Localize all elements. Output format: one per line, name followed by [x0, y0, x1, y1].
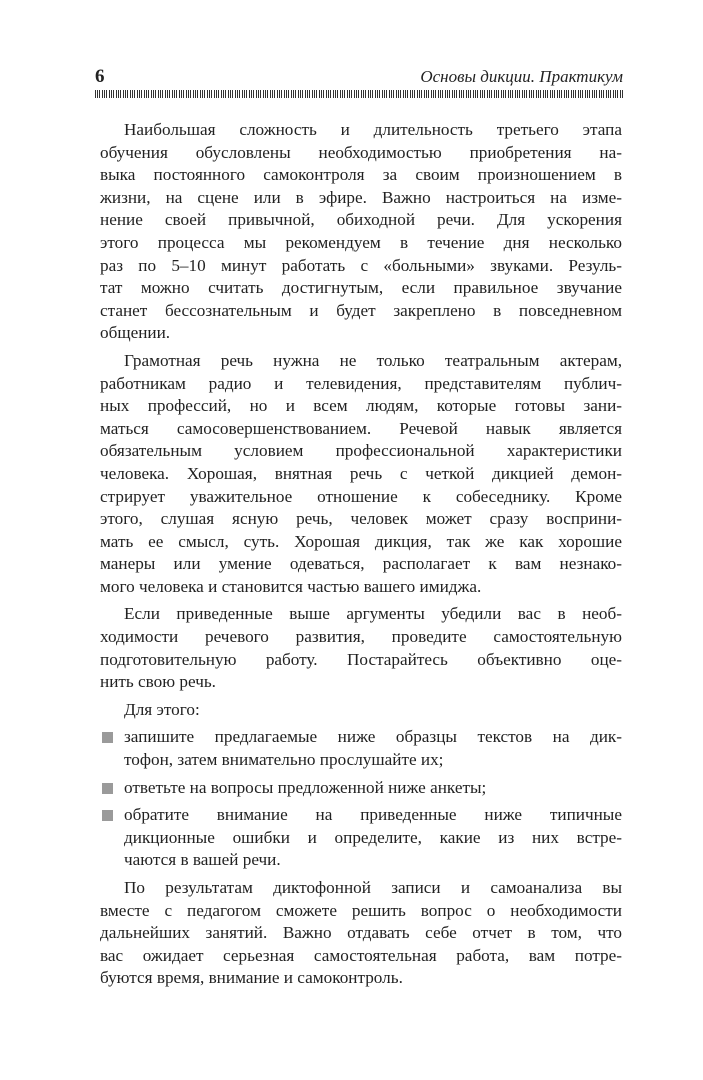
- bullet-item: [100, 726, 622, 771]
- text-line: раз по 5–10 минут работать с «больными» звуками. Резуль-: [100, 255, 622, 275]
- text-line: вместе с педагогом сможете решить вопрос о необходимости: [100, 900, 622, 920]
- paragraph: [100, 119, 622, 345]
- paragraph: [100, 877, 622, 990]
- text-line: По результатам диктофонной записи и самоанализа вы: [124, 878, 622, 897]
- text-line: манеры или умение одеваться, располагает к вам незнако-: [100, 554, 622, 574]
- paragraph: [100, 699, 622, 722]
- text-line: вас ожидает серьезная самостоятельная работа, вам потре-: [100, 945, 622, 965]
- text-line: буются время, внимание и самоконтроль.: [100, 968, 403, 988]
- text-line: подготовительную работу. Постарайтесь объективно оце-: [100, 649, 622, 669]
- running-title: Основы дикции. Практикум: [420, 67, 623, 86]
- text-line: обратите внимание на приведенные ниже типичные: [124, 805, 622, 825]
- bullet-item: [100, 777, 622, 800]
- text-line: нить свою речь.: [100, 672, 216, 692]
- text-line: нение своей привычной, обиходной речи. Для ускорения: [100, 210, 622, 230]
- text-line: общении.: [100, 323, 171, 343]
- text-line: чаются в вашей речи.: [124, 850, 281, 870]
- text-line: тат можно считать достигнутым, если правильное звучание: [100, 278, 622, 298]
- text-line: мого человека и становится частью вашего имиджа.: [100, 576, 482, 596]
- square-bullet-icon: [102, 810, 113, 821]
- text-line: стрирует уважительное отношение к собеседнику. Кроме: [100, 486, 622, 506]
- text-line: работникам радио и телевидения, представителям публич-: [100, 373, 622, 393]
- text-line: Грамотная речь нужна не только театральным актерам,: [124, 350, 622, 370]
- text-line: этого, слушая ясную речь, человек может сразу восприни-: [100, 509, 622, 529]
- text-line: дальнейших занятий. Важно отдавать себе отчет в том, что: [100, 923, 622, 943]
- text-line: ходимости речевого развития, проведите самостоятельную: [100, 627, 622, 647]
- page-number: 6: [95, 66, 105, 87]
- text-line: Если приведенные выше аргументы убедили вас в необ-: [124, 604, 622, 624]
- text-line: станет бессознательным и будет закреплено в повседневном: [100, 300, 622, 320]
- text-line: дикционные ошибки и определите, какие из них встре-: [124, 827, 622, 847]
- text-line: человека. Хорошая, внятная речь с четкой дикцией демон-: [100, 463, 622, 483]
- text-line: Для этого:: [124, 699, 200, 719]
- text-line: жизни, на сцене или в эфире. Важно настроиться на изме-: [100, 187, 622, 207]
- text-line: Наибольшая сложность и длительность третьего этапа: [124, 120, 622, 139]
- text-line: маться самосовершенствованием. Речевой навык является: [100, 418, 622, 438]
- text-line: ных профессий, но и всем людям, которые готовы зани-: [100, 396, 622, 416]
- text-line: тофон, затем внимательно прослушайте их;: [124, 750, 444, 770]
- text-line: ответьте на вопросы предложенной ниже анкеты;: [124, 777, 487, 797]
- text-line: выка постоянного самоконтроля за своим произношением в: [100, 165, 622, 185]
- square-bullet-icon: [102, 783, 113, 794]
- header-rule: [95, 90, 623, 98]
- page-body: [100, 119, 622, 995]
- square-bullet-icon: [102, 732, 113, 743]
- paragraph: [100, 603, 622, 693]
- text-line: запишите предлагаемые ниже образцы текстов на дик-: [124, 727, 622, 747]
- text-line: мать ее смысл, суть. Хорошая дикция, так же как хорошие: [100, 531, 622, 551]
- bullet-item: [100, 804, 622, 872]
- paragraph: [100, 350, 622, 599]
- text-line: обязательным условием профессиональной характеристики: [100, 441, 622, 461]
- text-line: этого процесса мы рекомендуем в течение дня несколько: [100, 232, 622, 252]
- text-line: обучения обусловлены необходимостью приобретения на-: [100, 142, 622, 162]
